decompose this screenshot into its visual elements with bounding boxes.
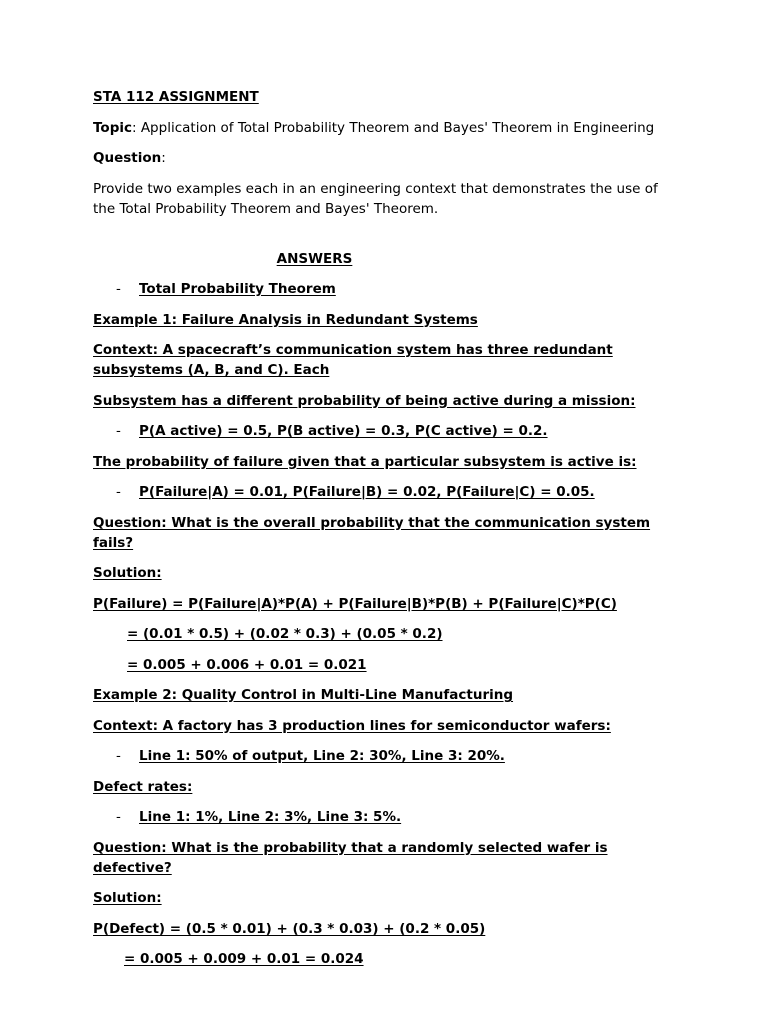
example1-probabilities: P(A active) = 0.5, P(B active) = 0.3, P(C active) = 0.2. (139, 423, 548, 439)
example1-probabilities-item (93, 421, 683, 441)
indent-space (93, 949, 124, 969)
example2-title: Example 2: Quality Control in Multi-Line Manufacturing (93, 687, 514, 703)
example1-step1-line (93, 624, 683, 644)
bullet-dash: - (116, 281, 121, 297)
example1-failure-intro: The probability of failure given that a particular subsystem is active is: (93, 453, 637, 470)
example1-failure-probs-item (93, 482, 683, 502)
example2-context: Context: A factory has 3 production lines for semiconductor wafers: (93, 717, 611, 734)
topic-text: : Application of Total Probability Theorem and Bayes' Theorem in Engineering (131, 119, 655, 136)
example1-failure-probs: P(Failure|A) = 0.01, P(Failure|B) = 0.02, P(Failure|C) = 0.05. (139, 484, 595, 500)
indent-space (93, 624, 127, 644)
document-page (93, 87, 683, 980)
example2-defect-rates-item (93, 807, 683, 827)
example2-solution-label: Solution: (93, 890, 162, 906)
bullet-dash: - (116, 809, 121, 825)
answers-heading-text: ANSWERS (276, 250, 353, 267)
example1-step1: = (0.01 * 0.5) + (0.02 * 0.3) + (0.05 * 0.2) (127, 626, 443, 642)
question-label: Question (93, 150, 162, 166)
topic-label: Topic (93, 119, 132, 136)
example1-subsystem-text: Subsystem has a different probability of being active during a mission: (93, 392, 636, 409)
indent-space (93, 655, 127, 675)
topic-line (93, 118, 683, 138)
example2-lines-item (93, 746, 683, 766)
example2-formula: P(Defect) = (0.5 * 0.01) + (0.3 * 0.03) + (0.2 * 0.05) (93, 920, 486, 937)
example2-defect-label: Defect rates: (93, 778, 193, 795)
example2-step1: = 0.005 + 0.009 + 0.01 = 0.024 (124, 951, 364, 967)
example1-step2-line (93, 655, 683, 675)
section-total-probability (93, 279, 683, 299)
example1-step2: = 0.005 + 0.006 + 0.01 = 0.021 (127, 656, 367, 673)
assignment-heading: STA 112 ASSIGNMENT (93, 89, 259, 105)
example1-formula: P(Failure) = P(Failure|A)*P(A) + P(Failure|B)*P(B) + P(Failure|C)*P(C) (93, 595, 617, 612)
bullet-dash: - (116, 748, 121, 764)
example2-lines: Line 1: 50% of output, Line 2: 30%, Line 3: 20%. (139, 748, 505, 764)
assignment-prompt: Provide two examples each in an engineering context that demonstrates the use of the Total Probability Theorem and Bayes' Theorem. (93, 180, 658, 217)
bullet-dash: - (116, 423, 121, 439)
example1-title: Example 1: Failure Analysis in Redundant Systems (93, 311, 478, 328)
bullet-dash: - (116, 484, 121, 500)
example2-step1-line (93, 949, 683, 969)
answers-heading (93, 249, 536, 269)
example1-context: Context: A spacecraft’s communication system has three redundant subsystems (A, B, and C). Each (93, 342, 613, 378)
example2-defect-rates: Line 1: 1%, Line 2: 3%, Line 3: 5%. (139, 809, 402, 825)
section-title: Total Probability Theorem (139, 281, 336, 297)
example1-solution-label: Solution: (93, 565, 162, 581)
example1-question: Question: What is the overall probability that the communication system fails? (93, 514, 651, 551)
question-colon: : (161, 150, 166, 166)
question-intro-line (93, 148, 683, 168)
example2-question: Question: What is the probability that a randomly selected wafer is defective? (93, 839, 608, 876)
